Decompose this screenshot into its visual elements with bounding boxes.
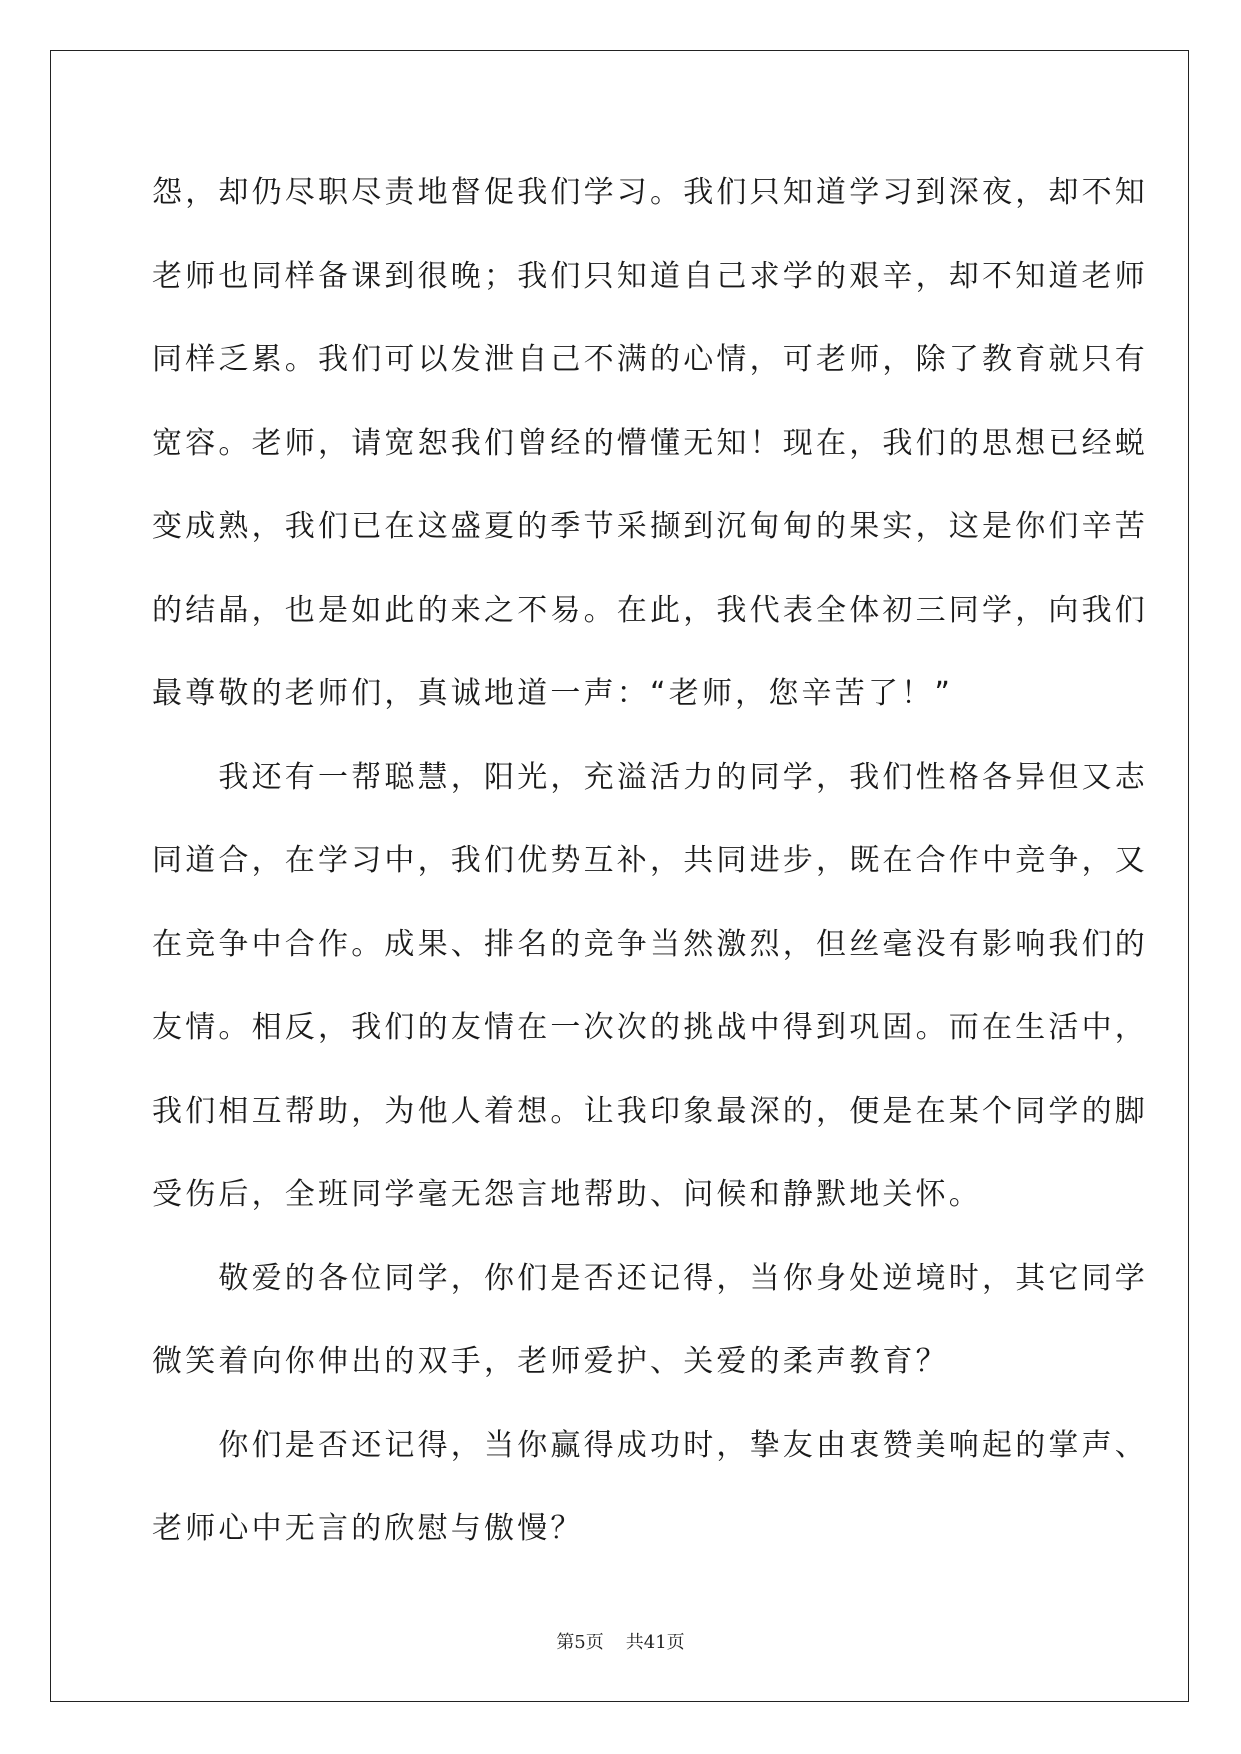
text-line: 我还有一帮聪慧，阳光，充溢活力的同学，我们性格各异但又志 xyxy=(152,759,1148,795)
text-line: 宽容。老师，请宽恕我们曾经的懵懂无知！现在，我们的思想已经蜕 xyxy=(152,425,1148,461)
text-line: 老师也同样备课到很晚；我们只知道自己求学的艰辛，却不知道老师 xyxy=(152,258,1148,294)
text-line: 微笑着向你伸出的双手，老师爱护、关爱的柔声教育？ xyxy=(152,1344,949,1379)
text-line: 友情。相反，我们的友情在一次次的挑战中得到巩固。而在生活中， xyxy=(152,1010,1148,1045)
text-line: 怨，却仍尽职尽责地督促我们学习。我们只知道学习到深夜，却不知 xyxy=(152,175,1148,210)
page-number: 第5页 xyxy=(556,1632,604,1653)
text-line: 最尊敬的老师们，真诚地道一声：“老师，您辛苦了！” xyxy=(152,676,954,711)
text-line: 同道合，在学习中，我们优势互补，共同进步，既在合作中竞争，又 xyxy=(152,843,1148,878)
text-line: 的结晶，也是如此的来之不易。在此，我代表全体初三同学，向我们 xyxy=(152,592,1148,628)
text-line: 受伤后，全班同学毫无怨言地帮助、问候和静默地关怀。 xyxy=(152,1177,982,1212)
document-body xyxy=(152,151,1148,1571)
page-total: 共41页 xyxy=(625,1632,685,1653)
text-line: 在竞争中合作。成果、排名的竞争当然激烈，但丝毫没有影响我们的 xyxy=(152,926,1148,962)
text-line: 我们相互帮助，为他人着想。让我印象最深的，便是在某个同学的脚 xyxy=(152,1093,1148,1129)
text-line: 老师心中无言的欣慰与傲慢？ xyxy=(152,1511,584,1546)
text-line: 敬爱的各位同学，你们是否还记得，当你身处逆境时，其它同学 xyxy=(152,1260,1148,1296)
text-line: 变成熟，我们已在这盛夏的季节采撷到沉甸甸的果实，这是你们辛苦 xyxy=(152,509,1148,544)
page-footer xyxy=(0,1628,1241,1654)
text-line: 同样乏累。我们可以发泄自己不满的心情，可老师，除了教育就只有 xyxy=(152,342,1148,377)
text-line: 你们是否还记得，当你赢得成功时，挚友由衷赞美响起的掌声、 xyxy=(152,1427,1148,1463)
